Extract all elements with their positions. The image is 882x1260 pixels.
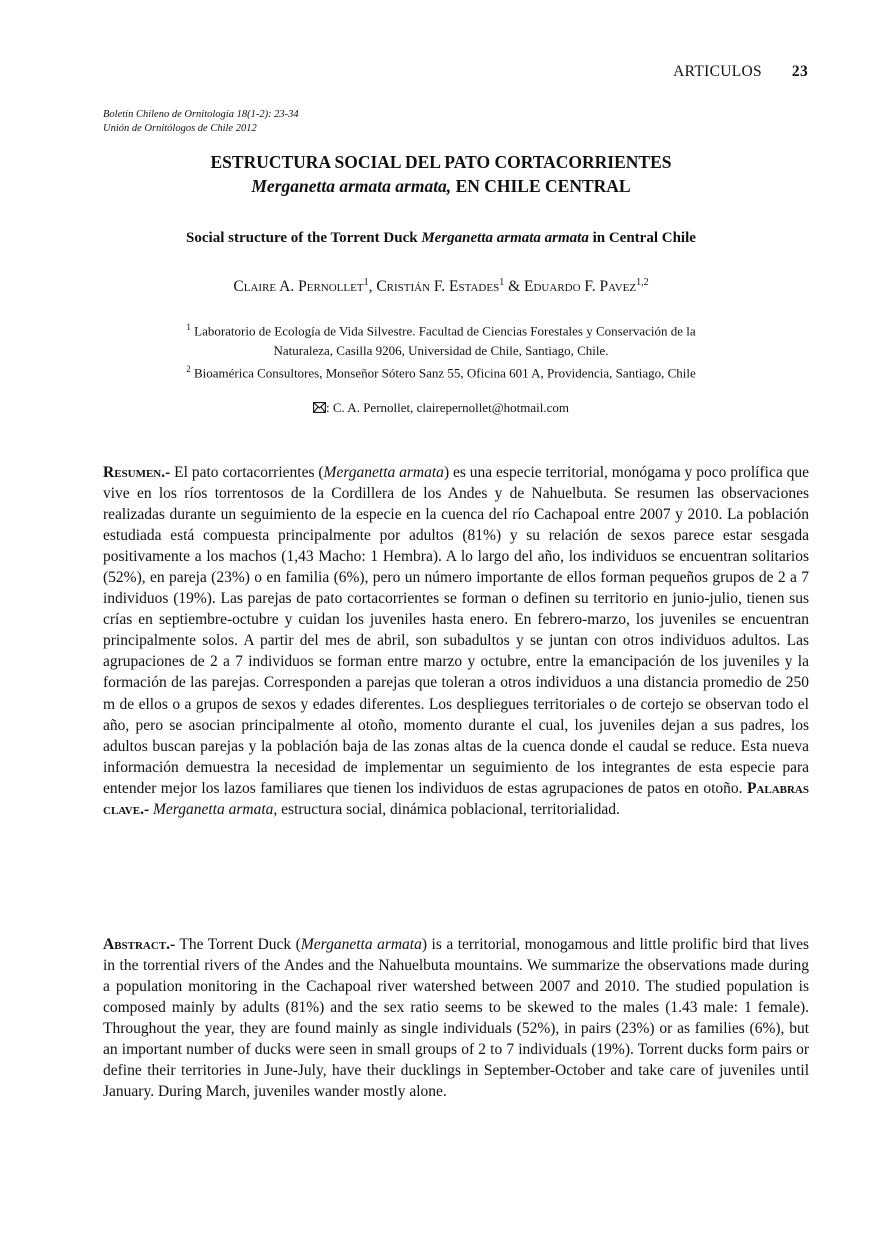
affiliation-1-line-1: Laboratorio de Ecología de Vida Silvestre. Facultad de Ciencias Forestales y Conservación de la — [190, 323, 696, 339]
envelope-icon — [313, 402, 326, 413]
resumen-label: Resumen.- — [103, 464, 171, 481]
running-head — [673, 63, 808, 81]
abstract-paragraph — [103, 934, 809, 1102]
title-line-1: ESTRUCTURA SOCIAL DEL PATO CORTACORRIENTES — [210, 152, 672, 172]
contact-email: : C. A. Pernollet, clairepernollet@hotmail.com — [325, 400, 570, 415]
abstract-species: Merganetta armata — [300, 936, 422, 953]
affiliations — [103, 318, 779, 383]
abstract-text: ) is a territorial, monogamous and little prolific bird that lives in the torrential rivers of the Andes and the Nahuelbuta mountains. We summarize the observations made during a population monitoring in the Cachapoal river watershed between 2007 and 2010. The studied population is composed mainly by adults (81%) and the sex ratio seems to be skewed to the males (1.43 male: 1 female). Throughout the year, they are found mainly as single individuals (52%), in pairs (23%) or as families (6%), but an important number of ducks were seen in small groups of 2 to 7 individuals (19%). Torrent ducks form pairs or define their territories in June-July, have their ducklings in September-October and take care of juveniles until January. During March, juveniles wander mostly alone. — [103, 936, 809, 1101]
author-1-affil: 1 — [363, 277, 369, 288]
author-separator: & — [504, 278, 525, 296]
journal-info — [103, 108, 299, 136]
title-line-2 — [103, 174, 779, 198]
affiliation-1-number: 1 — [186, 322, 191, 332]
resumen-species: Merganetta armata — [323, 464, 444, 481]
author-separator: , — [368, 278, 377, 296]
keywords-species: Merganetta armata — [153, 800, 274, 818]
author-3-affil: 1,2 — [636, 277, 649, 288]
journal-publisher: Unión de Ornitólogos de Chile 2012 — [103, 123, 257, 134]
english-title-species: Merganetta armata armata — [421, 230, 589, 246]
author-1: Claire A. Pernollet — [233, 278, 364, 296]
journal-citation: Boletín Chileno de Ornitología 18(1-2): 23-34 — [103, 109, 299, 120]
resumen-text: ) es una especie territorial, monógama y poco prolífica que vive en los ríos torrentosos de la Cordillera de los Andes y de Nahuelbuta. Se resumen las observaciones realizadas durante un seguimiento de la especie en la cuenca del río Cachapoal entre 2007 y 2010. La población estudiada está compuesta principalmente por adultos (81%) y su relación de sexos parece estar sesgada positivamente a los machos (1,43 Macho: 1 Hembra). A lo largo del año, los individuos se encuentran solitarios (52%), en pareja (23%) o en familia (6%), pero un número importante de ellos forman pequeños grupos de 2 a 7 individuos (19%). Las parejas de pato cortacorrientes se forman o definen su territorio en junio-julio, tienen sus crías en septiembre-octubre y cuidan los juveniles hasta enero. En febrero-marzo, los juveniles se encuentran principalmente solos. A partir del mes de abril, son subadultos y se juntan con otros individuos adultos. Las agrupaciones de 2 a 7 individuos se forman entre marzo y octubre, entre la emancipación de los juveniles y la formación de las parejas. Corresponden a parejas que toleran a otros individuos a una distancia promedio de 250 m de ellos o a grupos de sexos y edades diferentes. Los despliegues territoriales o de cortejo se observan todo el año, pero se asocian principalmente al otoño, momento durante el cual, los juveniles dejan a sus padres, los adultos buscan parejas y la población baja de las zonas altas de la cuenca donde el caudal se reduce. Esta nueva información demuestra la necesidad de implementar un seguimiento de los integrantes de esta especie para entender mejor los lazos familiares que tienen los individuos de estas agrupaciones de patos en otoño. — [103, 464, 809, 797]
page-number: 23 — [791, 63, 808, 80]
keywords-label: Palabras clave.- — [103, 779, 809, 818]
affiliation-2 — [103, 360, 779, 383]
affiliation-2-text: Bioamérica Consultores, Monseñor Sótero Sanz 55, Oficina 601 A, Providencia, Santiago, Chile — [190, 365, 696, 381]
affiliation-2-number: 2 — [186, 364, 191, 375]
title-line-2-rest: EN CHILE CENTRAL — [451, 176, 631, 196]
section-name: ARTICULOS — [673, 63, 762, 80]
english-title-pre: Social structure of the Torrent Duck — [186, 230, 422, 246]
abstract-label: Abstract.- — [103, 936, 176, 953]
corresponding-contact — [103, 398, 779, 418]
keywords-text: , estructura social, dinámica poblacional, territorialidad. — [273, 800, 620, 818]
affiliation-1-continued: Naturaleza, Casilla 9206, Universidad de Chile, Santiago, Chile. — [273, 342, 609, 358]
english-title — [103, 228, 779, 248]
author-2: Cristián F. Estades — [376, 278, 500, 296]
author-2-affil: 1 — [499, 277, 505, 288]
resumen-paragraph — [103, 462, 809, 820]
title-species: Merganetta armata armata, — [251, 176, 452, 196]
affiliation-1 — [103, 318, 779, 341]
abstract-text: The Torrent Duck ( — [175, 936, 301, 953]
author-3: Eduardo F. Pavez — [524, 278, 637, 296]
resumen-text: El pato cortacorrientes ( — [170, 464, 324, 481]
english-title-post: in Central Chile — [588, 230, 696, 246]
author-list — [103, 272, 779, 298]
article-title — [103, 150, 779, 198]
